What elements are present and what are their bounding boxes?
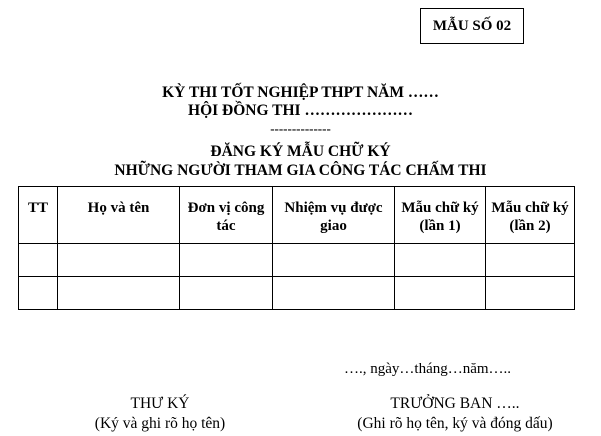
column-header-signature-2: Mẫu chữ ký (lần 2) (486, 187, 575, 244)
form-number-badge (420, 8, 524, 44)
table-cell (180, 244, 273, 277)
table-cell (395, 277, 486, 310)
exam-title: KỲ THI TỐT NGHIỆP THPT NĂM …… (162, 84, 439, 101)
document-title: ĐĂNG KÝ MẪU CHỮ KÝ (210, 143, 391, 160)
signature-registration-table (18, 186, 575, 310)
table-row (19, 244, 575, 277)
column-header-signature-1: Mẫu chữ ký (lần 1) (395, 187, 486, 244)
table-header-row (19, 187, 575, 244)
table-row (19, 277, 575, 310)
table-cell (19, 244, 58, 277)
table-cell (58, 244, 180, 277)
table-cell (180, 277, 273, 310)
council-title: HỘI ĐỒNG THI ………………… (188, 102, 413, 119)
table-cell (486, 277, 575, 310)
table-cell (486, 244, 575, 277)
column-header-full-name: Họ và tên (58, 187, 180, 244)
head-title: TRƯỞNG BAN ….. (390, 395, 520, 412)
date-line: …., ngày…tháng…năm….. (344, 361, 512, 377)
column-header-assigned-task: Nhiệm vụ được giao (273, 187, 395, 244)
table-cell (395, 244, 486, 277)
secretary-note: (Ký và ghi rõ họ tên) (94, 415, 226, 432)
secretary-title: THƯ KÝ (130, 395, 190, 412)
head-note: (Ghi rõ họ tên, ký và đóng dấu) (357, 415, 553, 432)
table-cell (19, 277, 58, 310)
column-header-index: TT (19, 187, 58, 244)
head-signature-block (320, 394, 590, 434)
table-cell (273, 244, 395, 277)
column-header-work-unit: Đơn vị công tác (180, 187, 273, 244)
secretary-signature-block (60, 394, 260, 434)
table-cell (273, 277, 395, 310)
document-subtitle: NHỮNG NGƯỜI THAM GIA CÔNG TÁC CHẤM THI (114, 162, 487, 179)
table-cell (58, 277, 180, 310)
form-number-label: MẪU SỐ 02 (432, 17, 512, 34)
header-divider: -------------- (270, 121, 331, 136)
